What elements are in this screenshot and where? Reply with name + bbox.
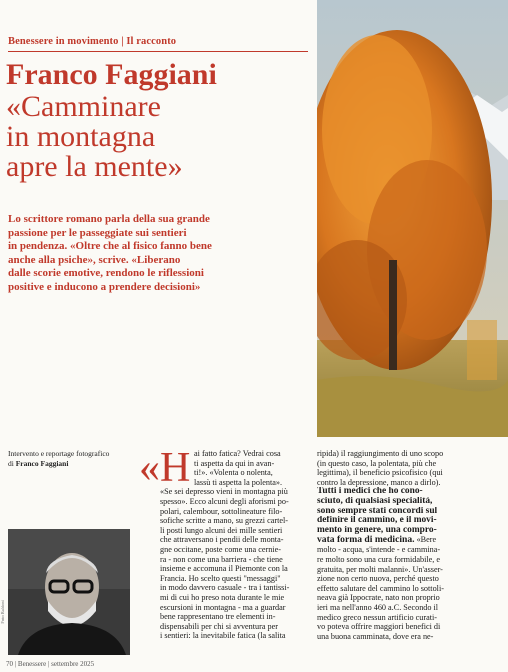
article-line: mi di cui ho preso nota durante le mie (160, 592, 285, 602)
article-bold-fragment: vata forma di medicina. (317, 535, 415, 546)
article-line: neava già Ippocrate, nato non proprio (317, 593, 440, 603)
credit-line: Intervento e reportage fotografico (8, 449, 110, 458)
standfirst-line: in pendenza. «Oltre che al fisico fanno bene (8, 240, 212, 253)
article-line: molto - acqua, s'intende - e cammina- (317, 545, 441, 555)
autumn-larch-photo (317, 0, 508, 437)
article-line: ai fatto fatica? Vedrai cosa (194, 449, 281, 458)
article-line: vo poteva offrire maggiori benefici di (317, 622, 441, 632)
photo-credit (8, 449, 148, 469)
article-mixed-line (317, 535, 499, 545)
article-line: insieme e accomuna il Piemonte con la (160, 564, 288, 574)
headline-quote-line: «Camminare (6, 90, 161, 123)
article-line: gratuita, per molti malanni». Un'asser- (317, 564, 443, 574)
article-line: re molto sono una cura formidabile, e (317, 554, 441, 564)
article-dropcap: «H (139, 445, 191, 491)
headline-quote (6, 92, 306, 182)
article-line: «Se sei depresso vieni in montagna più (160, 487, 288, 497)
author-portrait (8, 529, 130, 655)
article-line: zione non certo nuova, perché questo (317, 574, 439, 584)
article-line: ieri ma nell'anno 460 a.C. Secondo il (317, 602, 439, 612)
article-bold-line: sono sempre stati concordi sul (317, 506, 438, 516)
article-line: che attraversano i pendii delle monta- (160, 535, 284, 545)
article-line: li posti lungo alcuni dei mille sentieri (160, 525, 283, 535)
headline-quote-line: apre la mente» (6, 150, 183, 183)
article-bold-line: definire il cammino, e il movi- (317, 516, 437, 526)
article-line: sofiche scritte a mano, su grezzi cartel- (160, 516, 288, 526)
article-line: in modo davvero casuale - tra i tantissi- (160, 583, 290, 593)
autumn-larch-illustration (317, 0, 508, 437)
article-line: dispensabili per chi si avventura per (160, 621, 278, 631)
article-line: una buona camminata, dove era ne- (317, 631, 434, 641)
article-line: spesso». Ecco alcuni degli aforismi po- (160, 496, 289, 506)
article-bold-line: sciuto, di qualsiasi specialità, (317, 496, 433, 506)
article-line: bene rappresentano tre elementi in- (160, 612, 276, 622)
page-footer: 70 | Benessere | settembre 2025 (6, 660, 95, 668)
credit-prefix: di (8, 459, 16, 468)
article-fragment: «Bere (414, 535, 437, 545)
article-bold-line: mento in genere, una compro- (317, 525, 437, 535)
article-line: legittima), il beneficio psicofisico (qui (317, 468, 443, 478)
kicker-divider (8, 51, 308, 52)
article-line: i sentieri: la inevitabile fatica (la salita (160, 631, 286, 641)
credit-author-line (8, 459, 148, 469)
article-line: Francia. Ho scelto questi "messaggi" (160, 573, 281, 583)
article-line: medico greco nessun artificio curati- (317, 612, 438, 622)
article-line: gne occitane, poste come una cernie- (160, 544, 281, 554)
standfirst-line: Lo scrittore romano parla della sua grande (8, 213, 210, 225)
standfirst-line: positive e inducono a prendere decisioni» (8, 280, 201, 293)
article-line: ti!». «Volenta o nolenta, (194, 468, 273, 478)
article-line: polari, calembour, sottolineature filo- (160, 506, 283, 516)
standfirst-line: anche alla psiche», scrive. «Liberano (8, 253, 181, 266)
article-line: effetto salutare del cammino lo sottoli- (317, 583, 444, 593)
article-line: ra - non come una barriera - che tiene (160, 554, 283, 564)
headline-author-name: Franco Faggiani (6, 58, 217, 91)
standfirst-line: dalle scorie emotive, rendono le riflessioni (8, 267, 204, 280)
section-kicker: Benessere in movimento | Il racconto (8, 36, 177, 47)
article-line: (in questo caso, la polentata, più che (317, 458, 437, 468)
headline-quote-line: in montagna (6, 120, 156, 153)
author-portrait-illustration (8, 529, 130, 655)
article-line: lassù ti aspetta la polenta». (194, 477, 282, 487)
article-line: contro la depressione, manco a dirlo). (317, 477, 441, 487)
portrait-credit: Foto Baldoni (0, 600, 5, 624)
article-column-right (317, 449, 499, 641)
article-line: escursioni in montagna - ma a guardar (160, 602, 286, 612)
standfirst-line: passione per le passeggiate sui sentieri (8, 226, 187, 239)
article-column-middle (160, 449, 312, 641)
article-line: ti aspetta da qui in avan- (194, 458, 275, 468)
credit-author: Franco Faggiani (15, 459, 69, 468)
standfirst (8, 213, 308, 295)
article-line: ripida) il raggiungimento di uno scopo (317, 449, 444, 458)
article-bold-line: Tutti i medici che ho cono- (317, 487, 423, 497)
